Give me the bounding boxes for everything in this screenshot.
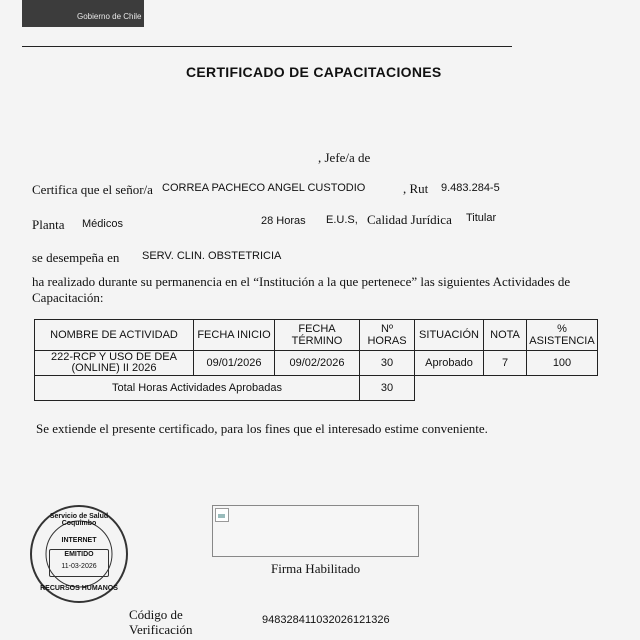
cell-fecha-inicio: 09/01/2026 <box>194 351 275 376</box>
government-logo <box>22 0 144 27</box>
realizado-paragraph: ha realizado durante su permanencia en el “Institución a la que pertenece” las siguientes Actividades de Capacitación: <box>32 274 571 305</box>
cell-fecha-termino: 09/02/2026 <box>275 351 360 376</box>
total-value: 30 <box>360 376 415 401</box>
document-title: CERTIFICADO DE CAPACITACIONES <box>186 64 442 80</box>
stamp-line2: EMITIDO <box>64 551 94 558</box>
verification-label-2: Verificación <box>129 622 193 637</box>
stamp-top-text: Servicio de Salud Coquimbo <box>49 513 109 527</box>
official-stamp <box>30 505 128 603</box>
planta-value: Médicos <box>82 218 123 230</box>
activities-table <box>34 319 598 401</box>
header-fecha-termino: FECHA TÉRMINO <box>275 320 360 351</box>
header-nombre: NOMBRE DE ACTIVIDAD <box>35 320 194 351</box>
verification-code: 948328411032026121326 <box>262 614 390 626</box>
eus-value: E.U.S, <box>326 214 358 226</box>
cell-nota: 7 <box>484 351 527 376</box>
jefe-label: , Jefe/a de <box>318 150 371 165</box>
certifica-label: Certifica que el señor/a <box>32 182 153 197</box>
calidad-label: Calidad Jurídica <box>367 212 452 227</box>
header-asistencia: % ASISTENCIA <box>527 320 598 351</box>
desempena-label: se desempeña en <box>32 250 120 265</box>
closing-text: Se extiende el presente certificado, para los fines que el interesado estime conveniente. <box>36 421 488 436</box>
total-label: Total Horas Actividades Aprobadas <box>35 376 360 401</box>
header-fecha-inicio: FECHA INICIO <box>194 320 275 351</box>
stamp-bottom-text: RECURSOS HUMANOS <box>40 585 118 592</box>
servicio-value: SERV. CLIN. OBSTETRICIA <box>142 250 282 262</box>
cell-nombre: 222-RCP Y USO DE DEA (ONLINE) II 2026 <box>35 351 194 376</box>
verification-label-1: Código de <box>129 607 183 622</box>
stamp-date: 11-03-2026 <box>61 563 97 570</box>
signature-label: Firma Habilitado <box>271 561 361 576</box>
header-divider <box>22 46 512 47</box>
cell-horas: 30 <box>360 351 415 376</box>
calidad-value: Titular <box>466 212 497 224</box>
planta-label: Planta <box>32 217 65 232</box>
header-situacion: SITUACIÓN <box>415 320 484 351</box>
rut-value: 9.483.284-5 <box>441 182 500 194</box>
total-row <box>35 376 598 401</box>
table-row <box>35 351 598 376</box>
rut-label: , Rut <box>403 181 429 196</box>
cell-situacion: Aprobado <box>415 351 484 376</box>
header-nota: NOTA <box>484 320 527 351</box>
signature-image <box>212 505 419 557</box>
government-logo-text: Gobierno de Chile <box>77 12 142 21</box>
table-header-row <box>35 320 598 351</box>
cell-asistencia: 100 <box>527 351 598 376</box>
broken-image-icon <box>215 508 229 522</box>
header-horas: Nº HORAS <box>360 320 415 351</box>
horas-value: 28 Horas <box>261 215 306 227</box>
person-name: CORREA PACHECO ANGEL CUSTODIO <box>162 182 366 194</box>
stamp-line1: INTERNET <box>61 537 97 544</box>
